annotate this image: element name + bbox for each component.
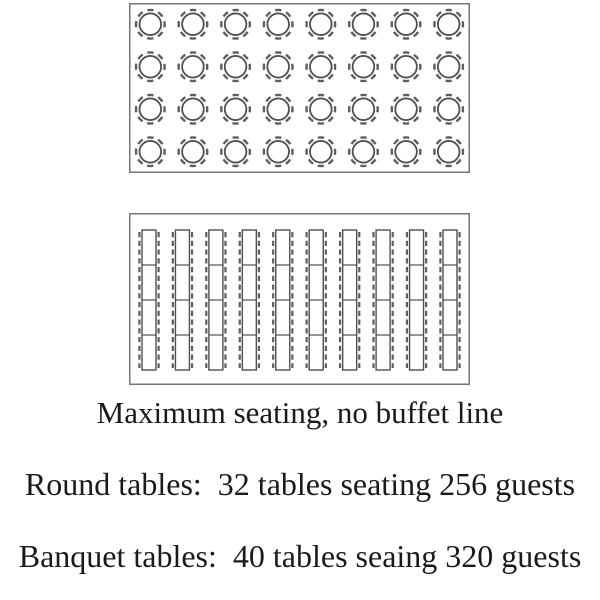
- round-table-icon: [307, 137, 336, 166]
- table-top: [395, 56, 417, 78]
- table-top: [438, 141, 460, 163]
- round-table-icon: [136, 10, 165, 39]
- round-table-icon: [307, 10, 336, 39]
- table-top: [353, 98, 375, 120]
- table-top: [395, 13, 417, 35]
- table-top: [182, 56, 204, 78]
- round-table-icon: [392, 137, 421, 166]
- round-table-icon: [349, 10, 378, 39]
- round-table-icon: [179, 95, 208, 124]
- table-top: [225, 98, 247, 120]
- table-top: [395, 141, 417, 163]
- table-top: [310, 13, 332, 35]
- round-table-icon: [221, 52, 250, 81]
- banquet-table-column-icon: [340, 230, 359, 370]
- banquet-table-column-icon: [206, 230, 225, 370]
- caption-round-tables: Round tables: 32 tables seating 256 guests: [24, 466, 576, 502]
- table-top: [310, 56, 332, 78]
- banquet-tables-floor-plan: [129, 213, 470, 385]
- round-table-icon: [349, 137, 378, 166]
- table-top: [140, 13, 162, 35]
- banquet-table-column-icon: [407, 230, 426, 370]
- table-top: [182, 98, 204, 120]
- round-table-icon: [221, 10, 250, 39]
- table-top: [267, 98, 289, 120]
- round-table-icon: [179, 52, 208, 81]
- table-top: [140, 56, 162, 78]
- round-table-icon: [307, 95, 336, 124]
- table-top: [140, 98, 162, 120]
- round-table-icon: [264, 10, 293, 39]
- banquet-table-column-icon: [173, 230, 192, 370]
- banquet-table-column-icon: [139, 230, 158, 370]
- table-top: [225, 13, 247, 35]
- table-top: [310, 141, 332, 163]
- table-top: [310, 98, 332, 120]
- table-top: [353, 13, 375, 35]
- banquet-table-column-icon: [273, 230, 292, 370]
- table-top: [353, 141, 375, 163]
- table-top: [267, 13, 289, 35]
- round-table-icon: [136, 95, 165, 124]
- round-table-icon: [264, 95, 293, 124]
- banquet-table-column-icon: [374, 230, 393, 370]
- round-table-icon: [392, 10, 421, 39]
- round-table-icon: [349, 52, 378, 81]
- round-table-icon: [434, 52, 463, 81]
- round-table-icon: [307, 52, 336, 81]
- round-table-icon: [434, 10, 463, 39]
- table-top: [267, 141, 289, 163]
- round-table-icon: [136, 137, 165, 166]
- table-top: [438, 98, 460, 120]
- table-top: [182, 141, 204, 163]
- round-table-icon: [392, 52, 421, 81]
- table-top: [267, 56, 289, 78]
- table-top: [395, 98, 417, 120]
- caption-max-seating: Maximum seating, no buffet line: [96, 395, 504, 430]
- round-table-icon: [349, 95, 378, 124]
- round-table-icon: [392, 95, 421, 124]
- banquet-table-column-icon: [307, 230, 326, 370]
- table-top: [438, 13, 460, 35]
- banquet-table-column-icon: [440, 230, 459, 370]
- round-table-icon: [179, 10, 208, 39]
- table-top: [225, 56, 247, 78]
- table-top: [438, 56, 460, 78]
- round-table-icon: [221, 95, 250, 124]
- round-tables-floor-plan: [129, 3, 470, 173]
- table-top: [225, 141, 247, 163]
- round-table-icon: [179, 137, 208, 166]
- round-table-icon: [434, 95, 463, 124]
- round-table-icon: [221, 137, 250, 166]
- round-table-icon: [434, 137, 463, 166]
- table-top: [353, 56, 375, 78]
- round-table-icon: [136, 52, 165, 81]
- table-top: [140, 141, 162, 163]
- round-table-icon: [264, 137, 293, 166]
- round-plan-border: [130, 4, 470, 173]
- banquet-table-column-icon: [240, 230, 259, 370]
- caption-banquet-tables: Banquet tables: 40 tables seaing 320 guests: [18, 538, 582, 574]
- table-top: [182, 13, 204, 35]
- round-table-icon: [264, 52, 293, 81]
